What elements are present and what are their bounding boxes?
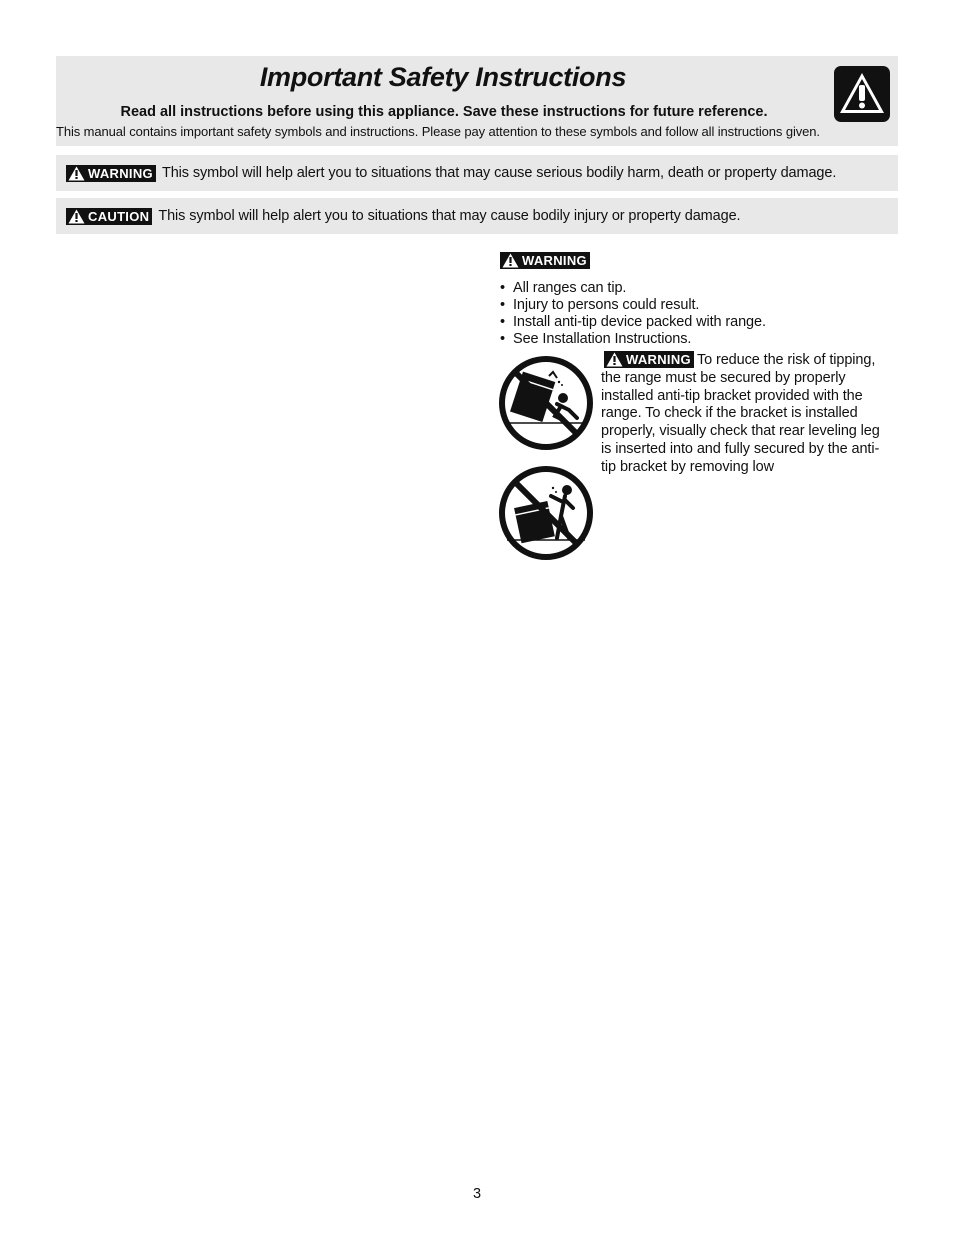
read-instructions-notice: Read all instructions before using this appliance. Save these instructions for future reference.	[120, 104, 768, 120]
anti-tip-warning-label-text: WARNING	[522, 253, 587, 268]
caution-label	[66, 208, 152, 225]
caution-symbol-row	[56, 198, 898, 234]
manual-intro-text: This manual contains important safety symbols and instructions. Please pay attention to these symbols and follow all instructions given.	[56, 124, 820, 139]
alert-triangle-icon	[68, 166, 85, 181]
page-number: 3	[472, 1186, 482, 1202]
anti-tip-paragraph	[601, 351, 893, 477]
safety-header	[56, 56, 898, 146]
warning-description: This symbol will help alert you to situations that may cause serious bodily harm, death or property damage.	[161, 165, 837, 181]
list-item: • All ranges can tip.	[500, 280, 900, 297]
anti-tip-paragraph-label	[604, 351, 694, 368]
page-title: Important Safety Instructions	[259, 62, 627, 92]
anti-tip-paragraph-label-text: WARNING	[626, 352, 691, 367]
anti-tip-paragraph-text: To reduce the risk of tipping, the range must be secured by properly installed anti-tip bracket provided with the range. To check if the bracket is installed properly, visually check that rear leveling leg is inserted into and fully secured by the anti-tip bracket by removing low	[601, 352, 880, 475]
caution-description: This symbol will help alert you to situations that may cause bodily injury or property damage.	[158, 208, 741, 224]
anti-tip-warning-label	[500, 252, 590, 269]
list-item: • Injury to persons could result.	[500, 297, 900, 314]
warning-symbol-row	[56, 155, 898, 191]
anti-tip-warning	[500, 252, 900, 348]
list-item: • Install anti-tip device packed with range.	[500, 314, 900, 331]
no-adult-tipping-range-icon	[497, 464, 595, 562]
warning-label-text: WARNING	[88, 165, 153, 181]
anti-tip-bullet-list	[500, 280, 900, 349]
list-item: • See Installation Instructions.	[500, 331, 900, 348]
alert-triangle-icon	[502, 253, 519, 268]
no-child-tipping-range-icon	[497, 354, 595, 452]
alert-triangle-icon	[68, 209, 85, 224]
alert-triangle-icon	[606, 352, 623, 367]
warning-label	[66, 165, 156, 182]
caution-label-text: CAUTION	[88, 208, 150, 224]
